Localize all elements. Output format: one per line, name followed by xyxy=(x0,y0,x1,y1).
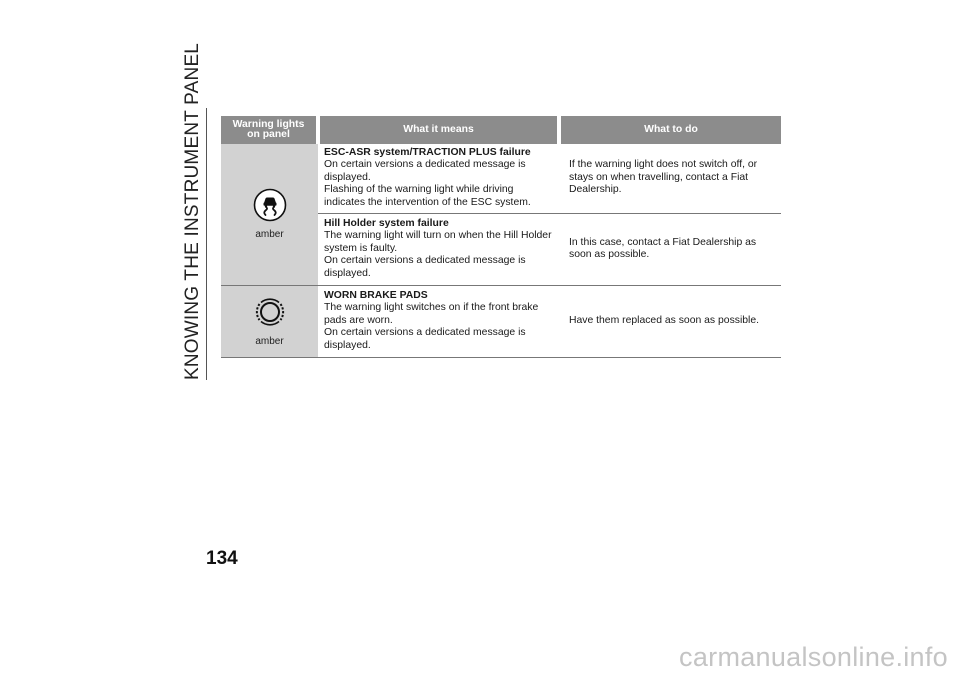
side-divider xyxy=(206,108,207,380)
header-what-it-means: What it means xyxy=(318,116,559,144)
meaning-title: ESC-ASR system/TRACTION PLUS failure xyxy=(324,147,531,158)
header-warning-lights: Warning lights on panel xyxy=(221,116,318,144)
color-label: amber xyxy=(255,335,284,347)
warning-lights-table xyxy=(221,116,781,358)
esc-skid-car-icon xyxy=(253,188,287,222)
meaning-cell xyxy=(318,144,559,214)
color-label: amber xyxy=(255,228,284,240)
icon-cell-brake xyxy=(221,286,318,358)
icon-cell-esc xyxy=(221,144,318,286)
section-side-title: KNOWING THE INSTRUMENT PANEL xyxy=(182,42,203,380)
meaning-title: Hill Holder system failure xyxy=(324,218,449,230)
meaning-text: The warning light will turn on when the Hill Holder system is faulty. On certain versions a dedicated message is displayed. xyxy=(324,230,552,279)
table-row xyxy=(221,144,781,214)
page-number: 134 xyxy=(206,548,238,569)
action-cell: Have them replaced as soon as possible. xyxy=(559,286,781,358)
meaning-text: On certain versions a dedicated message is displayed. Flashing of the warning light while driving indicates the intervention of the ESC system. xyxy=(324,159,531,208)
action-cell: In this case, contact a Fiat Dealership as soon as possible. xyxy=(559,214,781,286)
action-cell: If the warning light does not switch off, or stays on when travelling, contact a Fiat Dealership. xyxy=(559,144,781,214)
meaning-cell xyxy=(318,286,559,358)
table-header-row xyxy=(221,116,781,144)
brake-pads-icon xyxy=(253,295,287,329)
watermark-text: carmanualsonline.info xyxy=(679,642,948,672)
header-what-to-do: What to do xyxy=(559,116,781,144)
table-row xyxy=(221,286,781,358)
meaning-title: WORN BRAKE PADS xyxy=(324,290,428,302)
meaning-cell xyxy=(318,214,559,286)
meaning-text: The warning light switches on if the front brake pads are worn. On certain versions a dedicated message is displayed. xyxy=(324,302,539,351)
